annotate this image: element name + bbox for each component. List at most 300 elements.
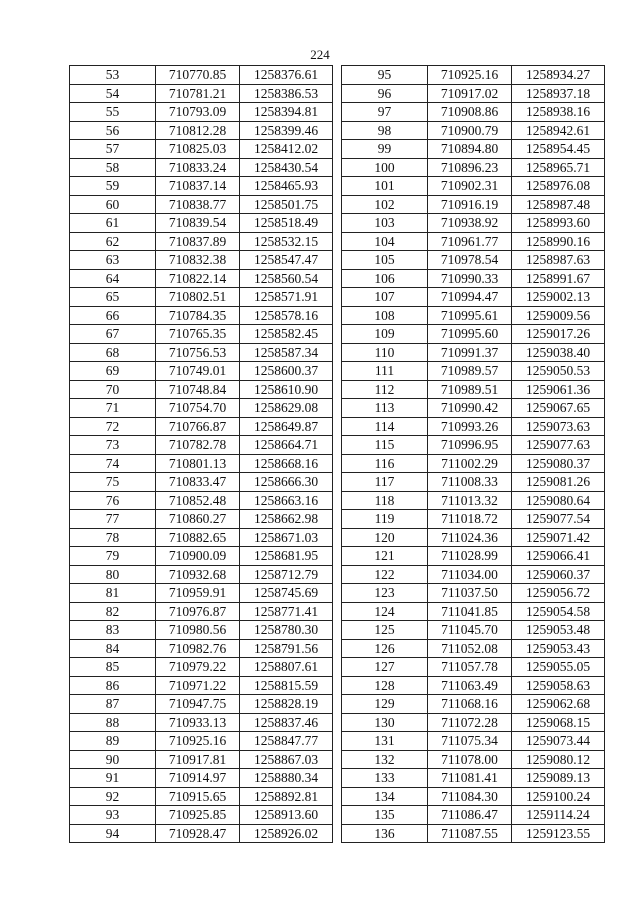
x-coordinate-cell: 711045.70 bbox=[428, 621, 512, 640]
table-row bbox=[342, 399, 605, 418]
point-number-cell: 94 bbox=[70, 824, 156, 843]
y-coordinate-cell: 1259068.15 bbox=[512, 713, 605, 732]
y-coordinate-cell: 1259123.55 bbox=[512, 824, 605, 843]
point-number-cell: 87 bbox=[70, 695, 156, 714]
table-row bbox=[342, 140, 605, 159]
point-number-cell: 54 bbox=[70, 84, 156, 103]
table-row bbox=[342, 584, 605, 603]
y-coordinate-cell: 1259054.58 bbox=[512, 602, 605, 621]
x-coordinate-cell: 711084.30 bbox=[428, 787, 512, 806]
point-number-cell: 128 bbox=[342, 676, 428, 695]
table-row bbox=[342, 417, 605, 436]
table-row bbox=[70, 343, 333, 362]
table-row bbox=[342, 528, 605, 547]
table-row bbox=[342, 195, 605, 214]
table-row bbox=[70, 510, 333, 529]
point-number-cell: 55 bbox=[70, 103, 156, 122]
table-row bbox=[342, 454, 605, 473]
table-row bbox=[70, 732, 333, 751]
point-number-cell: 107 bbox=[342, 288, 428, 307]
x-coordinate-cell: 710770.85 bbox=[156, 66, 240, 85]
point-number-cell: 73 bbox=[70, 436, 156, 455]
y-coordinate-cell: 1258712.79 bbox=[240, 565, 333, 584]
table-row bbox=[70, 269, 333, 288]
table-row bbox=[70, 806, 333, 825]
y-coordinate-cell: 1259080.12 bbox=[512, 750, 605, 769]
y-coordinate-cell: 1258501.75 bbox=[240, 195, 333, 214]
y-coordinate-cell: 1258867.03 bbox=[240, 750, 333, 769]
point-number-cell: 134 bbox=[342, 787, 428, 806]
table-row bbox=[70, 584, 333, 603]
point-number-cell: 133 bbox=[342, 769, 428, 788]
table-row bbox=[342, 325, 605, 344]
table-row bbox=[70, 380, 333, 399]
table-row bbox=[70, 288, 333, 307]
y-coordinate-cell: 1258430.54 bbox=[240, 158, 333, 177]
point-number-cell: 105 bbox=[342, 251, 428, 270]
point-number-cell: 91 bbox=[70, 769, 156, 788]
x-coordinate-cell: 710991.37 bbox=[428, 343, 512, 362]
table-row bbox=[70, 325, 333, 344]
point-number-cell: 136 bbox=[342, 824, 428, 843]
table-row bbox=[342, 103, 605, 122]
x-coordinate-cell: 710896.23 bbox=[428, 158, 512, 177]
table-row bbox=[342, 510, 605, 529]
point-number-cell: 83 bbox=[70, 621, 156, 640]
x-coordinate-cell: 710917.81 bbox=[156, 750, 240, 769]
x-coordinate-cell: 710996.95 bbox=[428, 436, 512, 455]
y-coordinate-cell: 1258386.53 bbox=[240, 84, 333, 103]
x-coordinate-cell: 710971.22 bbox=[156, 676, 240, 695]
x-coordinate-cell: 710837.89 bbox=[156, 232, 240, 251]
y-coordinate-cell: 1258610.90 bbox=[240, 380, 333, 399]
table-row bbox=[342, 824, 605, 843]
x-coordinate-cell: 710989.51 bbox=[428, 380, 512, 399]
y-coordinate-cell: 1259053.43 bbox=[512, 639, 605, 658]
point-number-cell: 135 bbox=[342, 806, 428, 825]
y-coordinate-cell: 1259081.26 bbox=[512, 473, 605, 492]
y-coordinate-cell: 1259017.26 bbox=[512, 325, 605, 344]
x-coordinate-cell: 710947.75 bbox=[156, 695, 240, 714]
x-coordinate-cell: 711081.41 bbox=[428, 769, 512, 788]
point-number-cell: 125 bbox=[342, 621, 428, 640]
x-coordinate-cell: 710839.54 bbox=[156, 214, 240, 233]
x-coordinate-cell: 710765.35 bbox=[156, 325, 240, 344]
point-number-cell: 90 bbox=[70, 750, 156, 769]
table-row bbox=[342, 750, 605, 769]
table-row bbox=[70, 676, 333, 695]
table-row bbox=[342, 806, 605, 825]
point-number-cell: 123 bbox=[342, 584, 428, 603]
y-coordinate-cell: 1259067.65 bbox=[512, 399, 605, 418]
table-row bbox=[342, 658, 605, 677]
x-coordinate-cell: 711086.47 bbox=[428, 806, 512, 825]
point-number-cell: 70 bbox=[70, 380, 156, 399]
y-coordinate-cell: 1259055.05 bbox=[512, 658, 605, 677]
x-coordinate-cell: 710980.56 bbox=[156, 621, 240, 640]
x-coordinate-cell: 710838.77 bbox=[156, 195, 240, 214]
y-coordinate-cell: 1258662.98 bbox=[240, 510, 333, 529]
y-coordinate-cell: 1258926.02 bbox=[240, 824, 333, 843]
x-coordinate-cell: 710902.31 bbox=[428, 177, 512, 196]
point-number-cell: 63 bbox=[70, 251, 156, 270]
x-coordinate-cell: 710852.48 bbox=[156, 491, 240, 510]
x-coordinate-cell: 710938.92 bbox=[428, 214, 512, 233]
x-coordinate-cell: 710749.01 bbox=[156, 362, 240, 381]
y-coordinate-cell: 1258532.15 bbox=[240, 232, 333, 251]
y-coordinate-cell: 1259080.37 bbox=[512, 454, 605, 473]
y-coordinate-cell: 1259089.13 bbox=[512, 769, 605, 788]
y-coordinate-cell: 1258780.30 bbox=[240, 621, 333, 640]
table-row bbox=[70, 399, 333, 418]
x-coordinate-cell: 710802.51 bbox=[156, 288, 240, 307]
table-row bbox=[342, 473, 605, 492]
point-number-cell: 101 bbox=[342, 177, 428, 196]
x-coordinate-cell: 710990.42 bbox=[428, 399, 512, 418]
point-number-cell: 59 bbox=[70, 177, 156, 196]
table-row bbox=[342, 251, 605, 270]
y-coordinate-cell: 1258942.61 bbox=[512, 121, 605, 140]
y-coordinate-cell: 1258663.16 bbox=[240, 491, 333, 510]
point-number-cell: 115 bbox=[342, 436, 428, 455]
y-coordinate-cell: 1258629.08 bbox=[240, 399, 333, 418]
y-coordinate-cell: 1258791.56 bbox=[240, 639, 333, 658]
y-coordinate-cell: 1258965.71 bbox=[512, 158, 605, 177]
y-coordinate-cell: 1259061.36 bbox=[512, 380, 605, 399]
point-number-cell: 81 bbox=[70, 584, 156, 603]
y-coordinate-cell: 1258993.60 bbox=[512, 214, 605, 233]
table-row bbox=[342, 66, 605, 85]
x-coordinate-cell: 710860.27 bbox=[156, 510, 240, 529]
x-coordinate-cell: 710900.09 bbox=[156, 547, 240, 566]
point-number-cell: 75 bbox=[70, 473, 156, 492]
x-coordinate-cell: 711018.72 bbox=[428, 510, 512, 529]
y-coordinate-cell: 1258807.61 bbox=[240, 658, 333, 677]
x-coordinate-cell: 710994.47 bbox=[428, 288, 512, 307]
table-row bbox=[342, 158, 605, 177]
x-coordinate-cell: 711028.99 bbox=[428, 547, 512, 566]
x-coordinate-cell: 711008.33 bbox=[428, 473, 512, 492]
table-row bbox=[70, 602, 333, 621]
table-row bbox=[342, 214, 605, 233]
x-coordinate-cell: 711024.36 bbox=[428, 528, 512, 547]
point-number-cell: 65 bbox=[70, 288, 156, 307]
coordinate-table-left bbox=[69, 65, 333, 843]
coordinate-table-right bbox=[341, 65, 605, 843]
x-coordinate-cell: 710837.14 bbox=[156, 177, 240, 196]
table-row bbox=[342, 695, 605, 714]
table-row bbox=[70, 454, 333, 473]
point-number-cell: 66 bbox=[70, 306, 156, 325]
table-row bbox=[70, 658, 333, 677]
point-number-cell: 95 bbox=[342, 66, 428, 85]
x-coordinate-cell: 710822.14 bbox=[156, 269, 240, 288]
point-number-cell: 56 bbox=[70, 121, 156, 140]
y-coordinate-cell: 1258976.08 bbox=[512, 177, 605, 196]
table-row bbox=[342, 436, 605, 455]
point-number-cell: 88 bbox=[70, 713, 156, 732]
table-row bbox=[70, 473, 333, 492]
y-coordinate-cell: 1258578.16 bbox=[240, 306, 333, 325]
x-coordinate-cell: 710925.85 bbox=[156, 806, 240, 825]
point-number-cell: 114 bbox=[342, 417, 428, 436]
x-coordinate-cell: 711002.29 bbox=[428, 454, 512, 473]
y-coordinate-cell: 1259073.44 bbox=[512, 732, 605, 751]
x-coordinate-cell: 711013.32 bbox=[428, 491, 512, 510]
table-row bbox=[342, 713, 605, 732]
y-coordinate-cell: 1258892.81 bbox=[240, 787, 333, 806]
point-number-cell: 120 bbox=[342, 528, 428, 547]
y-coordinate-cell: 1258987.63 bbox=[512, 251, 605, 270]
point-number-cell: 57 bbox=[70, 140, 156, 159]
table-row bbox=[342, 121, 605, 140]
point-number-cell: 72 bbox=[70, 417, 156, 436]
point-number-cell: 84 bbox=[70, 639, 156, 658]
x-coordinate-cell: 710833.47 bbox=[156, 473, 240, 492]
point-number-cell: 130 bbox=[342, 713, 428, 732]
table-row bbox=[70, 195, 333, 214]
point-number-cell: 106 bbox=[342, 269, 428, 288]
table-row bbox=[70, 84, 333, 103]
table-row bbox=[70, 769, 333, 788]
point-number-cell: 74 bbox=[70, 454, 156, 473]
x-coordinate-cell: 710928.47 bbox=[156, 824, 240, 843]
y-coordinate-cell: 1258412.02 bbox=[240, 140, 333, 159]
point-number-cell: 100 bbox=[342, 158, 428, 177]
point-number-cell: 121 bbox=[342, 547, 428, 566]
y-coordinate-cell: 1259053.48 bbox=[512, 621, 605, 640]
table-row bbox=[70, 639, 333, 658]
table-row bbox=[342, 602, 605, 621]
point-number-cell: 61 bbox=[70, 214, 156, 233]
x-coordinate-cell: 710832.38 bbox=[156, 251, 240, 270]
y-coordinate-cell: 1258560.54 bbox=[240, 269, 333, 288]
point-number-cell: 112 bbox=[342, 380, 428, 399]
table-row bbox=[70, 621, 333, 640]
point-number-cell: 92 bbox=[70, 787, 156, 806]
table-row bbox=[70, 713, 333, 732]
point-number-cell: 85 bbox=[70, 658, 156, 677]
point-number-cell: 109 bbox=[342, 325, 428, 344]
y-coordinate-cell: 1258399.46 bbox=[240, 121, 333, 140]
x-coordinate-cell: 710801.13 bbox=[156, 454, 240, 473]
point-number-cell: 132 bbox=[342, 750, 428, 769]
table-row bbox=[342, 84, 605, 103]
point-number-cell: 58 bbox=[70, 158, 156, 177]
table-row bbox=[342, 565, 605, 584]
point-number-cell: 131 bbox=[342, 732, 428, 751]
y-coordinate-cell: 1259050.53 bbox=[512, 362, 605, 381]
point-number-cell: 124 bbox=[342, 602, 428, 621]
point-number-cell: 93 bbox=[70, 806, 156, 825]
x-coordinate-cell: 710959.91 bbox=[156, 584, 240, 603]
table-row bbox=[70, 750, 333, 769]
x-coordinate-cell: 710915.65 bbox=[156, 787, 240, 806]
point-number-cell: 68 bbox=[70, 343, 156, 362]
table-row bbox=[342, 288, 605, 307]
point-number-cell: 111 bbox=[342, 362, 428, 381]
point-number-cell: 86 bbox=[70, 676, 156, 695]
y-coordinate-cell: 1258990.16 bbox=[512, 232, 605, 251]
point-number-cell: 78 bbox=[70, 528, 156, 547]
x-coordinate-cell: 710995.61 bbox=[428, 306, 512, 325]
y-coordinate-cell: 1259071.42 bbox=[512, 528, 605, 547]
table-row bbox=[70, 306, 333, 325]
y-coordinate-cell: 1258582.45 bbox=[240, 325, 333, 344]
table-row bbox=[342, 269, 605, 288]
x-coordinate-cell: 710833.24 bbox=[156, 158, 240, 177]
x-coordinate-cell: 711072.28 bbox=[428, 713, 512, 732]
x-coordinate-cell: 710914.97 bbox=[156, 769, 240, 788]
point-number-cell: 89 bbox=[70, 732, 156, 751]
y-coordinate-cell: 1258666.30 bbox=[240, 473, 333, 492]
table-row bbox=[70, 417, 333, 436]
x-coordinate-cell: 710989.57 bbox=[428, 362, 512, 381]
y-coordinate-cell: 1259077.54 bbox=[512, 510, 605, 529]
point-number-cell: 116 bbox=[342, 454, 428, 473]
x-coordinate-cell: 710917.02 bbox=[428, 84, 512, 103]
y-coordinate-cell: 1258913.60 bbox=[240, 806, 333, 825]
x-coordinate-cell: 710766.87 bbox=[156, 417, 240, 436]
y-coordinate-cell: 1258837.46 bbox=[240, 713, 333, 732]
table-row bbox=[342, 380, 605, 399]
table-row bbox=[342, 787, 605, 806]
x-coordinate-cell: 711037.50 bbox=[428, 584, 512, 603]
x-coordinate-cell: 710908.86 bbox=[428, 103, 512, 122]
y-coordinate-cell: 1258671.03 bbox=[240, 528, 333, 547]
x-coordinate-cell: 711087.55 bbox=[428, 824, 512, 843]
y-coordinate-cell: 1259073.63 bbox=[512, 417, 605, 436]
y-coordinate-cell: 1258518.49 bbox=[240, 214, 333, 233]
y-coordinate-cell: 1258600.37 bbox=[240, 362, 333, 381]
x-coordinate-cell: 710782.78 bbox=[156, 436, 240, 455]
y-coordinate-cell: 1258880.34 bbox=[240, 769, 333, 788]
x-coordinate-cell: 710916.19 bbox=[428, 195, 512, 214]
table-row bbox=[70, 158, 333, 177]
point-number-cell: 53 bbox=[70, 66, 156, 85]
table-row bbox=[70, 121, 333, 140]
y-coordinate-cell: 1259038.40 bbox=[512, 343, 605, 362]
y-coordinate-cell: 1258668.16 bbox=[240, 454, 333, 473]
x-coordinate-cell: 710894.80 bbox=[428, 140, 512, 159]
y-coordinate-cell: 1258771.41 bbox=[240, 602, 333, 621]
table-row bbox=[70, 214, 333, 233]
table-row bbox=[70, 787, 333, 806]
point-number-cell: 98 bbox=[342, 121, 428, 140]
y-coordinate-cell: 1258938.16 bbox=[512, 103, 605, 122]
y-coordinate-cell: 1258376.61 bbox=[240, 66, 333, 85]
table-row bbox=[342, 177, 605, 196]
point-number-cell: 127 bbox=[342, 658, 428, 677]
x-coordinate-cell: 710882.65 bbox=[156, 528, 240, 547]
y-coordinate-cell: 1259077.63 bbox=[512, 436, 605, 455]
y-coordinate-cell: 1259058.63 bbox=[512, 676, 605, 695]
table-row bbox=[342, 232, 605, 251]
table-row bbox=[342, 676, 605, 695]
table-row bbox=[342, 306, 605, 325]
y-coordinate-cell: 1258934.27 bbox=[512, 66, 605, 85]
page-number: 224 bbox=[310, 47, 330, 62]
y-coordinate-cell: 1258394.81 bbox=[240, 103, 333, 122]
x-coordinate-cell: 710781.21 bbox=[156, 84, 240, 103]
table-row bbox=[342, 769, 605, 788]
x-coordinate-cell: 710990.33 bbox=[428, 269, 512, 288]
point-number-cell: 126 bbox=[342, 639, 428, 658]
table-row bbox=[342, 639, 605, 658]
table-row bbox=[70, 695, 333, 714]
point-number-cell: 113 bbox=[342, 399, 428, 418]
x-coordinate-cell: 710995.60 bbox=[428, 325, 512, 344]
y-coordinate-cell: 1258681.95 bbox=[240, 547, 333, 566]
y-coordinate-cell: 1258587.34 bbox=[240, 343, 333, 362]
point-number-cell: 117 bbox=[342, 473, 428, 492]
point-number-cell: 67 bbox=[70, 325, 156, 344]
table-row bbox=[70, 491, 333, 510]
y-coordinate-cell: 1259100.24 bbox=[512, 787, 605, 806]
x-coordinate-cell: 710784.35 bbox=[156, 306, 240, 325]
point-number-cell: 80 bbox=[70, 565, 156, 584]
y-coordinate-cell: 1258664.71 bbox=[240, 436, 333, 455]
x-coordinate-cell: 710754.70 bbox=[156, 399, 240, 418]
table-row bbox=[70, 140, 333, 159]
table-row bbox=[342, 547, 605, 566]
x-coordinate-cell: 710933.13 bbox=[156, 713, 240, 732]
x-coordinate-cell: 710961.77 bbox=[428, 232, 512, 251]
point-number-cell: 64 bbox=[70, 269, 156, 288]
point-number-cell: 119 bbox=[342, 510, 428, 529]
y-coordinate-cell: 1258547.47 bbox=[240, 251, 333, 270]
x-coordinate-cell: 711034.00 bbox=[428, 565, 512, 584]
x-coordinate-cell: 711068.16 bbox=[428, 695, 512, 714]
x-coordinate-cell: 711078.00 bbox=[428, 750, 512, 769]
point-number-cell: 96 bbox=[342, 84, 428, 103]
y-coordinate-cell: 1258987.48 bbox=[512, 195, 605, 214]
table-row bbox=[70, 66, 333, 85]
x-coordinate-cell: 711075.34 bbox=[428, 732, 512, 751]
x-coordinate-cell: 710932.68 bbox=[156, 565, 240, 584]
x-coordinate-cell: 710979.22 bbox=[156, 658, 240, 677]
point-number-cell: 108 bbox=[342, 306, 428, 325]
point-number-cell: 79 bbox=[70, 547, 156, 566]
y-coordinate-cell: 1258991.67 bbox=[512, 269, 605, 288]
y-coordinate-cell: 1259080.64 bbox=[512, 491, 605, 510]
y-coordinate-cell: 1258745.69 bbox=[240, 584, 333, 603]
point-number-cell: 60 bbox=[70, 195, 156, 214]
x-coordinate-cell: 710982.76 bbox=[156, 639, 240, 658]
x-coordinate-cell: 710900.79 bbox=[428, 121, 512, 140]
point-number-cell: 129 bbox=[342, 695, 428, 714]
table-row bbox=[70, 824, 333, 843]
y-coordinate-cell: 1258828.19 bbox=[240, 695, 333, 714]
y-coordinate-cell: 1258571.91 bbox=[240, 288, 333, 307]
y-coordinate-cell: 1258649.87 bbox=[240, 417, 333, 436]
table-row bbox=[70, 547, 333, 566]
y-coordinate-cell: 1259056.72 bbox=[512, 584, 605, 603]
point-number-cell: 118 bbox=[342, 491, 428, 510]
point-number-cell: 62 bbox=[70, 232, 156, 251]
table-row bbox=[70, 177, 333, 196]
point-number-cell: 77 bbox=[70, 510, 156, 529]
y-coordinate-cell: 1259062.68 bbox=[512, 695, 605, 714]
x-coordinate-cell: 710756.53 bbox=[156, 343, 240, 362]
x-coordinate-cell: 710925.16 bbox=[156, 732, 240, 751]
x-coordinate-cell: 710793.09 bbox=[156, 103, 240, 122]
x-coordinate-cell: 710825.03 bbox=[156, 140, 240, 159]
x-coordinate-cell: 710925.16 bbox=[428, 66, 512, 85]
point-number-cell: 110 bbox=[342, 343, 428, 362]
table-row bbox=[70, 565, 333, 584]
point-number-cell: 122 bbox=[342, 565, 428, 584]
